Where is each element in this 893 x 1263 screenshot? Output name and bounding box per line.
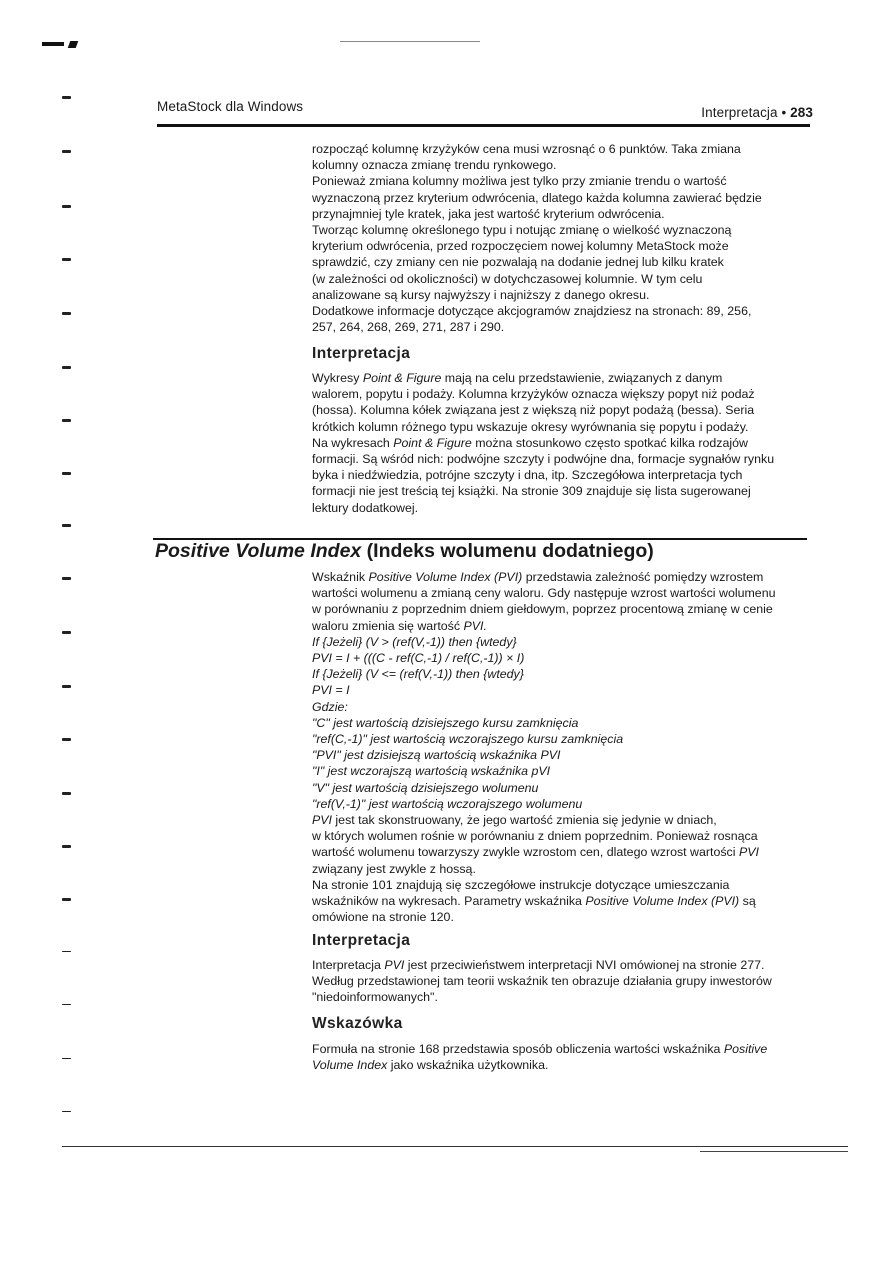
text-line: Tworząc kolumnę określonego typu i notując zmianę o wielkość wyznaczoną — [312, 223, 732, 238]
header-bullet: • — [781, 105, 787, 120]
section-title — [155, 540, 654, 563]
pf-interpretation-text — [312, 370, 810, 516]
punch-mark — [62, 738, 71, 741]
punch-mark — [62, 150, 71, 153]
section-title-italic: Positive Volume Index — [155, 540, 362, 562]
pvi-interpretation-text — [312, 957, 810, 1006]
punch-mark — [62, 685, 71, 688]
text-line: Wykresy Point & Figure mają na celu przedstawienie, związanych z danym — [312, 371, 723, 385]
text-line: kolumny oznacza zmianę trendu rynkowego. — [312, 158, 557, 173]
text-line: w porównaniu z poprzednim dniem giełdowym, poprzez procentową zmianę w cenie — [312, 602, 773, 617]
formula-line: If {Jeżeli} (V <= (ref(V,-1)) then {wtedy} — [312, 667, 524, 682]
formula-line: "PVI" jest dzisiejszą wartością wskaźnika PVI — [312, 748, 561, 763]
punch-mark — [62, 577, 71, 580]
text-line: PVI jest tak skonstruowany, że jego wartość zmienia się jedynie w dniach, — [312, 813, 717, 828]
formula-line: "ref(V,-1)" jest wartością wczorajszego wolumenu — [312, 796, 583, 811]
text-line: Interpretacja PVI jest przeciwieństwem interpretacji NVI omówionej na stronie 277. — [312, 958, 765, 972]
text-line: Na wykresach Point & Figure można stosunkowo często spotkać kilka rodzajów — [312, 435, 748, 450]
formula-line: "ref(C,-1)" jest wartością wczorajszego kursu zamknięcia — [312, 732, 624, 747]
intro-text — [312, 141, 810, 335]
text-line: (w zależności od okoliczności) w dotychczasowej kolumnie. W tym celu — [312, 271, 703, 286]
section-title-rest: (Indeks wolumenu dodatniego) — [361, 540, 654, 562]
text-line: walorem, popytu i podaży. Kolumna krzyżyków oznacza większy popyt niż podaż — [312, 387, 755, 402]
punch-mark — [62, 205, 71, 208]
running-header-title: MetaStock dla Windows — [157, 99, 304, 114]
text-line: formacji nie jest treścią tej książki. Na stronie 309 znajduje się lista sugerowanej — [312, 484, 751, 499]
text-line: byka i niedźwiedzia, potrójne szczyty i dna, itp. Szczegółowa interpretacja tych — [312, 468, 743, 483]
bottom-rule — [700, 1151, 848, 1152]
punch-mark — [62, 631, 71, 634]
punch-mark — [62, 1004, 71, 1005]
text-line: kryterium odwrócenia, przed rozpoczęciem nowej kolumny MetaStock może — [312, 239, 729, 254]
punch-mark — [62, 1111, 71, 1112]
scan-mark — [42, 42, 64, 46]
punch-mark — [62, 258, 71, 261]
text-line: sprawdzić, czy zmiany cen nie pozwalają na dodanie jednej lub kilku kratek — [312, 255, 724, 270]
tip-heading: Wskazówka — [312, 1015, 403, 1032]
text-line: wskaźników na wykresach. Parametry wskaźnika Positive Volume Index (PVI) są — [312, 894, 756, 909]
text-line: "niedoinformowanych". — [312, 990, 438, 1005]
text-line: przynajmniej tyle kratek, jaka jest wartość kryterium odwrócenia. — [312, 206, 665, 221]
text-line: Wskaźnik Positive Volume Index (PVI) przedstawia zależność pomiędzy wzrostem — [312, 570, 764, 584]
header-rule — [157, 124, 810, 127]
page-number: 283 — [790, 105, 813, 120]
formula-line: "V" jest wartością dzisiejszego wolumenu — [312, 780, 539, 795]
pf-interpretation-heading: Interpretacja — [312, 345, 411, 362]
text-line: 257, 264, 268, 269, 271, 287 i 290. — [312, 320, 505, 335]
formula-line: If {Jeżeli} (V > (ref(V,-1)) then {wtedy} — [312, 634, 517, 649]
text-line: wartość wolumenu towarzyszy zwykle wzrostom cen, dlatego wzrost wartości PVI — [312, 845, 759, 860]
punch-mark — [62, 312, 71, 315]
text-line: analizowane są kursy najwyższy i najniższy z danego okresu. — [312, 287, 650, 302]
text-line: Na stronie 101 znajdują się szczegółowe instrukcje dotyczące umieszczania — [312, 877, 730, 892]
punch-mark — [62, 419, 71, 422]
punch-mark — [62, 472, 71, 475]
formula-line: PVI = I + (((C - ref(C,-1) / ref(C,-1)) × I) — [312, 651, 525, 666]
text-line: krótkich kolumn różnego typu wskazuje okresy wyrównania się popytu i podaży. — [312, 419, 749, 434]
punch-mark — [62, 1058, 71, 1059]
punch-mark — [62, 792, 71, 795]
text-line: wartości wolumenu a zmianą ceny waloru. Gdy następuje wzrost wartości wolumenu — [312, 586, 776, 601]
punch-mark — [62, 951, 71, 952]
text-line: (hossa). Kolumna kółek związana jest z większą niż popyt podażą (bessa). Seria — [312, 403, 755, 418]
text-line: Według przedstawionej tam teorii wskaźnik ten obrazuje działania grupy inwestorów — [312, 974, 772, 989]
formula-line: "I" jest wczorajszą wartością wskaźnika pVI — [312, 764, 551, 779]
punch-mark — [62, 96, 71, 99]
formula-line: "C" jest wartością dzisiejszego kursu zamknięcia — [312, 715, 579, 730]
scan-top-rule — [340, 41, 480, 42]
text-line: w których wolumen rośnie w porównaniu z dniem poprzednim. Ponieważ rosnąca — [312, 829, 758, 844]
text-line: omówione na stronie 120. — [312, 910, 454, 925]
bottom-rule — [62, 1146, 848, 1147]
text-line: związany jest zwykle z hossą. — [312, 861, 476, 876]
formula-line: PVI = I — [312, 683, 350, 698]
punch-mark — [62, 845, 71, 848]
text-line: wyznaczoną przez kryterium odwrócenia, dlatego każda kolumna zawierać będzie — [312, 190, 762, 205]
text-line: lektury dodatkowej. — [312, 500, 419, 515]
text-line: Volume Index jako wskaźnika użytkownika. — [312, 1058, 549, 1073]
running-header-section — [701, 105, 813, 120]
scan-mark — [68, 41, 79, 48]
text-line: formacji. Są wśród nich: podwójne szczyty i podwójne dna, formacje sygnałów rynku — [312, 452, 775, 467]
pvi-description — [312, 569, 810, 925]
text-line: rozpocząć kolumnę krzyżyków cena musi wzrosnąć o 6 punktów. Taka zmiana — [312, 142, 741, 156]
pvi-interpretation-heading: Interpretacja — [312, 932, 411, 949]
tip-text — [312, 1041, 810, 1073]
punch-mark — [62, 898, 71, 901]
text-line: Formuła na stronie 168 przedstawia sposób obliczenia wartości wskaźnika Positive — [312, 1042, 768, 1056]
formula-line: Gdzie: — [312, 699, 348, 714]
header-section-label: Interpretacja — [701, 105, 778, 120]
punch-mark — [62, 524, 71, 527]
text-line: waloru zmienia się wartość PVI. — [312, 618, 487, 633]
text-line: Ponieważ zmiana kolumny możliwa jest tylko przy zmianie trendu o wartość — [312, 174, 727, 189]
punch-mark — [62, 366, 71, 369]
text-line: Dodatkowe informacje dotyczące akcjogramów znajdziesz na stronach: 89, 256, — [312, 304, 752, 319]
